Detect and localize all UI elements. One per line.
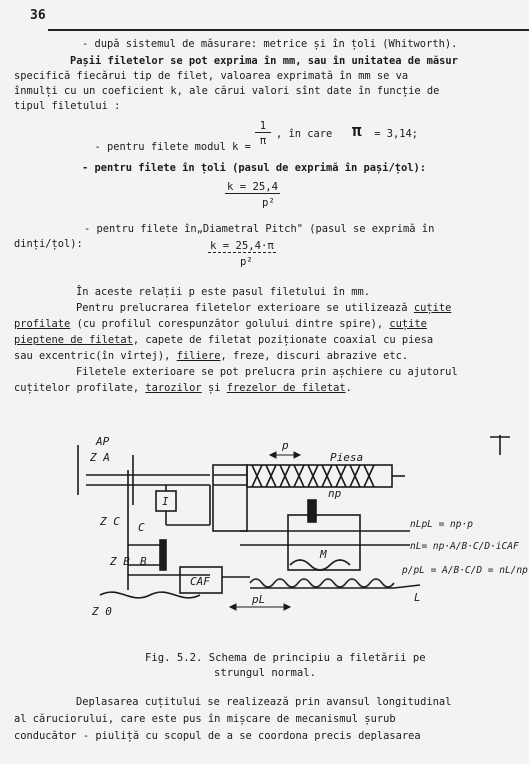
pi-symbol: π <box>352 121 362 140</box>
text-line: dinți/țol): <box>14 238 83 250</box>
label-c: C <box>138 521 145 534</box>
text-line <box>14 382 352 395</box>
page-number: 36 <box>30 8 46 23</box>
header-rule <box>48 29 529 31</box>
underlined-term: filiere <box>176 350 221 362</box>
underlined-term: frezelor de filetat <box>226 382 346 394</box>
text-line: Deplasarea cuțitului se realizează prin avansul longitudinal <box>76 696 452 708</box>
label-b: B <box>140 555 147 568</box>
toli-formula: k = 25,4 <box>227 181 279 193</box>
dp-formula: k = 25,4·π <box>210 240 274 252</box>
text-line: - pentru filete în„Diametral Pitch" (pasul se exprimă în <box>84 223 435 235</box>
underlined-term: cuțite <box>413 302 452 314</box>
text-line: tipul filetului : <box>14 100 121 112</box>
label-pl: pL <box>252 593 266 606</box>
label-caf: CAF <box>190 575 210 588</box>
text-segment: Pentru prelucrarea filetelor exterioare se utilizează <box>76 302 414 314</box>
underlined-term: tarozilor <box>145 382 202 394</box>
text-line: conducător - piuliță cu scopul de a se coordona precis deplasarea <box>14 730 421 742</box>
text-segment: cuțitelor profilate, <box>14 382 146 394</box>
threading-schematic-figure <box>30 425 529 635</box>
modul-numerator: 1 <box>255 120 271 133</box>
label-m: M <box>320 548 327 561</box>
text-segment: sau excentric(în vîrtej), <box>14 350 177 362</box>
text-line <box>14 350 408 363</box>
text-line <box>14 334 433 347</box>
text-line: Pașii filetelor se pot exprima în mm, sau în unitatea de măsur <box>70 55 458 67</box>
text-segment: - pentru filete modul k = <box>94 141 258 153</box>
figure-caption-line: strungul normal. <box>214 667 317 679</box>
text-segment: și <box>201 382 227 394</box>
equation-2: nL= np·A/B·C/D·iCAF <box>410 541 519 552</box>
underlined-term: pieptene de filetat <box>14 334 133 346</box>
text-line <box>76 302 451 315</box>
equation-1: nLpL = np·p <box>410 519 473 530</box>
label-zb: Z B <box>110 555 130 568</box>
text-line: În aceste relații p este pasul filetului în mm. <box>76 286 371 298</box>
formula-modul-text <box>82 128 257 154</box>
label-za: Z A <box>90 451 110 464</box>
label-l: L <box>414 591 421 604</box>
text-segment: (cu profilul corespunzător golului dintre spire), <box>70 318 390 330</box>
text-line: - după sistemul de măsurare: metrice și în țoli (Whitworth). <box>82 38 458 50</box>
dp-denominator: p² <box>240 256 253 268</box>
label-np: np <box>328 487 342 500</box>
figure-caption-line: Fig. 5.2. Schema de principiu a filetării pe <box>145 652 426 664</box>
text-segment: , în care <box>276 128 339 140</box>
equation-3: p/pL = A/B·C/D = nL/np <box>402 565 528 576</box>
text-line <box>14 318 427 331</box>
label-ap: AP <box>96 435 110 448</box>
underlined-term: profilate <box>14 318 71 330</box>
text-segment: , freze, discuri abrazive etc. <box>220 350 409 362</box>
label-p: p <box>282 439 289 452</box>
label-zc: Z C <box>100 515 120 528</box>
label-i: I <box>162 495 169 508</box>
text-line: al căruciorului, care este pus în mișcare de mecanismul șurub <box>14 713 396 725</box>
underlined-term: cuțite <box>389 318 427 330</box>
text-line: specifică fiecărui tip de filet, valoarea exprimată în mm se va <box>14 70 409 82</box>
text-segment: = 3,14; <box>368 128 419 140</box>
label-piesa: Piesa <box>330 451 364 464</box>
text-line: - pentru filete în țoli (pasul de exprimă în pași/țol): <box>82 162 427 174</box>
text-segment: . <box>345 382 352 394</box>
toli-denominator: p² <box>262 197 275 209</box>
text-segment: , capete de filetat poziționate coaxial cu piesa <box>132 334 434 346</box>
text-line: Filetele exterioare se pot prelucra prin așchiere cu ajutorul <box>76 366 458 378</box>
text-line: înmulți cu un coeficient k, ale cărui valori sînt date în funcție de <box>14 85 440 97</box>
schematic-diagram <box>30 425 529 635</box>
modul-denominator: π <box>259 135 267 147</box>
label-z0: Z 0 <box>92 605 112 618</box>
